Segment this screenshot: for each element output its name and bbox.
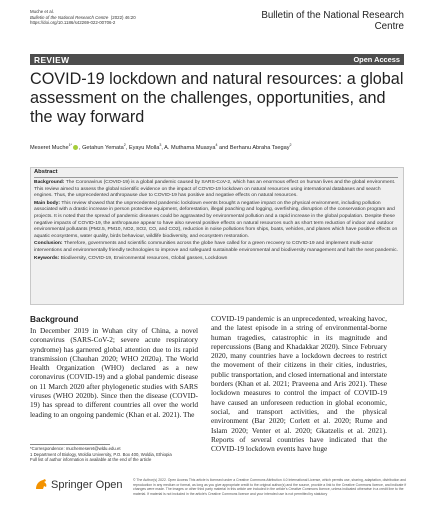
body-paragraph: COVID-19 pandemic is an unprecedented, wreaking havoc, and the latest episode in a string of environmental-borne human tragedies, catastrophic in its magnitude and repercussions (Bang and Khadakkar 2020). Since February 2020, many countries have a lockdown decrees to restrict the movement of their citizens in their cities, industries, public transportation, and closed international and interstate borders (Khan et al. 2021; Praveena and Aris 2021). These lockdown measures to control the impact of COVID-19 have caused an unforeseen reduction in global economic, social, and transport activities, and the physical environment (Bar 2020; Corlett et al. 2020; Rume and Islam 2020; Venter et al. 2020; Gkatzelis et al. 2021). Reports of several countries have indicated that the COVID-19 lockdown events have huge (211, 314, 387, 454)
right-column (211, 314, 387, 453)
keywords-text: Biodiversity, COVID-19, Environmental resources, Global gasses, Lockdown (60, 255, 228, 261)
abstract-background (34, 180, 398, 200)
springer-horse-icon (34, 478, 48, 491)
author-affiliation-mark: 3 (159, 143, 162, 147)
affiliation-note: 1 Department of Biology, Woldia University, P.O. Box 400, Woldia, Ethiopia (30, 451, 172, 457)
abstract-heading: Abstract (34, 169, 58, 175)
abstract-label: Background: (34, 180, 65, 185)
abstract-text: The Coronavirus (COVID-19) is a global pandemic caused by SARS-CoV-2, which has an enormous effect on human lives and the global environment. This review aimed to assess the global scientific evidence on the impact of COVID-19 lockdown on natural resources using international databases and search engines. Thus, the unprecedented anthropause due to COVID-19 has positive and negative effects on natural resources. (34, 180, 396, 199)
footnotes (30, 446, 200, 463)
citation-journal: Bulletin of the National Research Centre (30, 14, 109, 20)
abstract-conclusion (34, 241, 398, 254)
author-name[interactable]: Getahun Yemata (82, 144, 124, 151)
abstract-text: This review showed that the unprecedented pandemic lockdown events brought a negative impact on the physical environment, including pollution associated with a drastic increase in person protective equipment, deforestation, illegal poaching and logging, overfishing, disruption of the conservation program and projects. It is noted that the spread of pandemic diseases could be aggravated by environmental pollution and a rapid increase in the global population. Despite these negative impacts of COVID-19, the anthropause appear to have also several positive effects on natural resources such as short term reduction of indoor and outdoor environmental pollutants (PM2.5, PM10, NO2, SO2, CO, and CO2), reduction in noise pollutions from ships, boats, vehicles, and planes which have positive effects on aquatic ecosystems, water quality, birds behaviour, wildlife biodiversity, and ecosystem restoration. (34, 200, 398, 239)
article-type-label: REVIEW (34, 55, 70, 65)
footnote-divider (30, 444, 110, 445)
correspondence-note[interactable]: *Correspondence: muchemeseret@wldu.edu.et (30, 446, 121, 451)
doi-link[interactable]: https://doi.org/10.1186/s42269-022-00706-2 (30, 20, 116, 26)
journal-name: Bulletin of the National Research Centre (261, 10, 404, 32)
abstract-label: Main body: (34, 200, 61, 206)
left-column (30, 314, 198, 419)
citation-year: (2022) 46:20 (110, 14, 136, 20)
author-affiliation-mark: 2 (289, 143, 292, 147)
citation-author: Muche et al. (30, 9, 54, 14)
article-title: COVID-19 lockdown and natural resources: a global assessment on the challenges, opportunities, and the way forward (30, 70, 404, 126)
abstract-keywords (34, 256, 398, 263)
springer-open-logo (34, 478, 123, 491)
logo-text: Springer Open (51, 478, 123, 491)
article-type-bar (30, 54, 404, 65)
abstract-label: Keywords: (34, 255, 60, 261)
section-heading-background: Background (30, 314, 79, 324)
author-name[interactable]: Meseret Muche (30, 144, 69, 151)
abstract-body (34, 180, 398, 263)
author-affiliation-mark: 4 (215, 143, 218, 147)
author-name[interactable]: Eyayu Molla (128, 144, 160, 151)
abstract-label: Conclusion: (34, 241, 63, 247)
body-paragraph: In December 2019 in Wuhan city of China, a novel coronavirus (SARS-CoV-2; severe acute respiratory syndrome) has garnered global attention due to its rapid transmission (Chauhan 2020; WHO 2020a). The World Health Organization (WHO) declared as a new coronavirus (COVID-19) and a global pandemic disease on 11 March 2020 after phylogenetic studies with SARS viruses (WHO 2020b). Since then the disease (COVID-19) has spread to different countries all over the world leading to an ongoing pandemic (Khan et al. 2021). The (30, 326, 198, 419)
abstract-text: Therefore, governments and scientific communities across the globe have called for a green recovery to COVID-19 and implement multi-actor interventions and environmentally friendly technologies to improve and safeguard sustainable environmental and biodiversity management and halt the next pandemic. (34, 241, 398, 253)
abstract-divider (34, 177, 398, 178)
author-info-note: Full list of author information is available at the end of the article (30, 457, 152, 462)
author-name[interactable]: Berhanu Abraha Tsegay (229, 144, 290, 151)
orcid-icon[interactable] (73, 145, 78, 150)
citation-block (30, 9, 136, 26)
author-list: Meseret Muche$^{1*}$ , Getahun Yemata$^2$, Eyayu Molla$^3$, A. Muthama Muasya$^4$ and Berhanu Abraha Tsegay$^2$ (30, 143, 292, 151)
author-name[interactable]: A. Muthama Muasya (164, 144, 216, 151)
abstract-main-body (34, 201, 398, 241)
license-text: © The Author(s) 2022. Open Access This article is licensed under a Creative Commons Attribution 4.0 International License, which permits use, sharing, adaptation, distribution and reproduction in any medium or format, as long as you give appropriate credit to the original author(s) and the source, provide a link to the Creative Commons licence, and indicate if changes were made. The images or other third party material in this article are included in the article's Creative Commons licence, unless indicated otherwise in a credit line to the material. If material is not included in the article's Creative Commons licence and your intended use is not permitted by statutory (133, 478, 407, 496)
author-affiliation-mark: 2 (123, 143, 126, 147)
author-affiliation-mark: 1* (68, 143, 72, 147)
open-access-label: Open Access (353, 55, 400, 64)
